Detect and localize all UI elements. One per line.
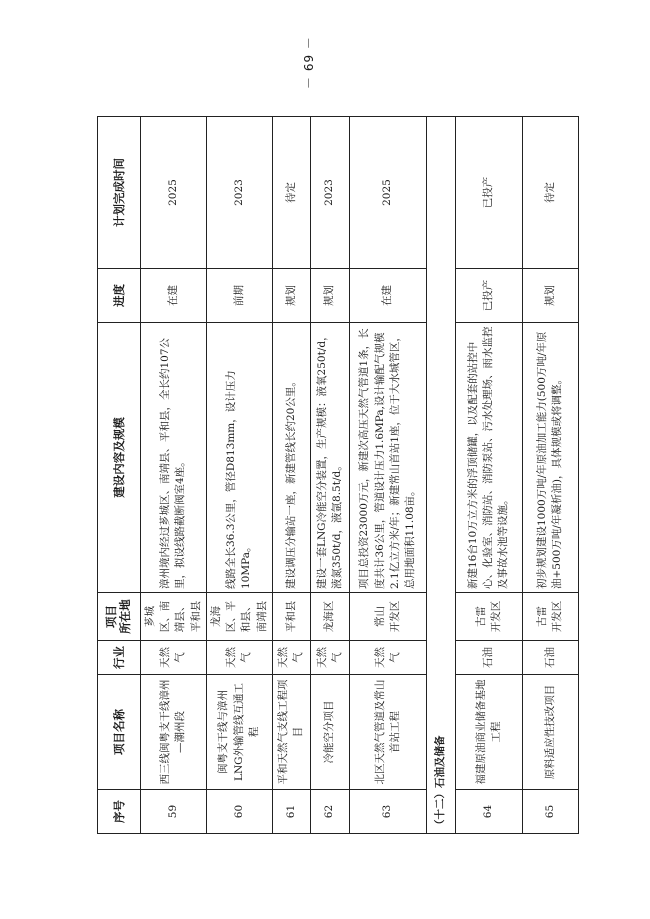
location: 芗城区、南靖县、平和县 [141,593,207,641]
header-finish: 计划完成时间 [98,117,141,269]
table-row [349,117,426,834]
project-name: 福建原油商业储备基地工程 [455,675,522,790]
project-name: 西三线闽粤支干线漳州—潮州段 [141,675,207,790]
header-name: 项目名称 [98,675,141,790]
row-number: 62 [310,790,349,834]
table-row [310,117,349,834]
finish-time: 2023 [206,117,272,269]
header-no: 序号 [98,790,141,834]
row-number: 61 [272,790,310,834]
project-table [97,116,579,834]
construction-content: 新建16台10万立方米的浮顶储罐，以及配套的站控中心、化验室、消防站、消防泵站、污水处理场、雨水监控及事故水池等设施。 [455,323,522,593]
construction-content: 建设一套LNG冷能空分装置，生产规模：液氧250t/d，液氮350t/d，液氩8.5t/d。 [310,323,349,593]
table-row [522,117,578,834]
project-name: 平和天然气支线工程项目 [272,675,310,790]
construction-content: 漳州境内经过芗城区、南靖县、平和县，全长约107公里，拟设线路截断阀室4座。 [141,323,207,593]
industry: 天然气 [141,641,207,675]
row-number: 63 [349,790,426,834]
row-number: 65 [522,790,578,834]
industry: 石油 [455,641,522,675]
construction-content: 线路全长36.3公里，管径D813mm，设计压力10MPa。 [206,323,272,593]
header-row [98,117,141,834]
project-name: 闽粤支干线与漳州LNG外输管线互通工程 [206,675,272,790]
construction-content: 初步规划建设1000万吨/年原油加工能力(500万吨/年原油+500万吨/年凝析油)，具体规模或将调整。 [522,323,578,593]
project-name: 原料适应性技改项目 [522,675,578,790]
row-number: 64 [455,790,522,834]
industry: 天然气 [206,641,272,675]
row-number: 60 [206,790,272,834]
page-number: － 69 － [302,36,316,89]
finish-time: 待定 [522,117,578,269]
location: 平和县 [272,593,310,641]
progress: 规划 [272,269,310,323]
location: 常山 开发区 [349,593,426,641]
section-row [426,117,455,834]
progress: 规划 [310,269,349,323]
finish-time: 2023 [310,117,349,269]
location: 龙海区 [310,593,349,641]
progress: 规划 [522,269,578,323]
table-row [272,117,310,834]
finish-time: 待定 [272,117,310,269]
location: 古雷 开发区 [522,593,578,641]
industry: 天然气 [272,641,310,675]
finish-time: 已投产 [455,117,522,269]
progress: 前期 [206,269,272,323]
construction-content: 项目总投资23000万元，新建次高压天然气管道1条，长度共计36公里，管道设计压力1.6MPa,设计输配气规模2.1亿立方米/年；新建常山首站1座，位于大水城管区，总用地面积11.08亩。 [349,323,426,593]
construction-content: 建设调压分输站一座，新建管线长约20公里。 [272,323,310,593]
header-location: 项目 所在地 [98,593,141,641]
header-content: 建设内容及规模 [98,323,141,593]
project-name: 冷能空分项目 [310,675,349,790]
progress: 在建 [349,269,426,323]
progress: 在建 [141,269,207,323]
header-progress: 进度 [98,269,141,323]
table-row [141,117,207,834]
industry: 天然气 [310,641,349,675]
table-row [206,117,272,834]
industry: 石油 [522,641,578,675]
section-title: （十二）石油及储备 [426,117,455,834]
finish-time: 2025 [349,117,426,269]
finish-time: 2025 [141,117,207,269]
industry: 天然气 [349,641,426,675]
progress: 已投产 [455,269,522,323]
header-industry: 行业 [98,641,141,675]
location: 古雷 开发区 [455,593,522,641]
location: 龙海区、平和县、南靖县 [206,593,272,641]
table-row [455,117,522,834]
row-number: 59 [141,790,207,834]
project-name: 北区天然气管道及常山首站工程 [349,675,426,790]
